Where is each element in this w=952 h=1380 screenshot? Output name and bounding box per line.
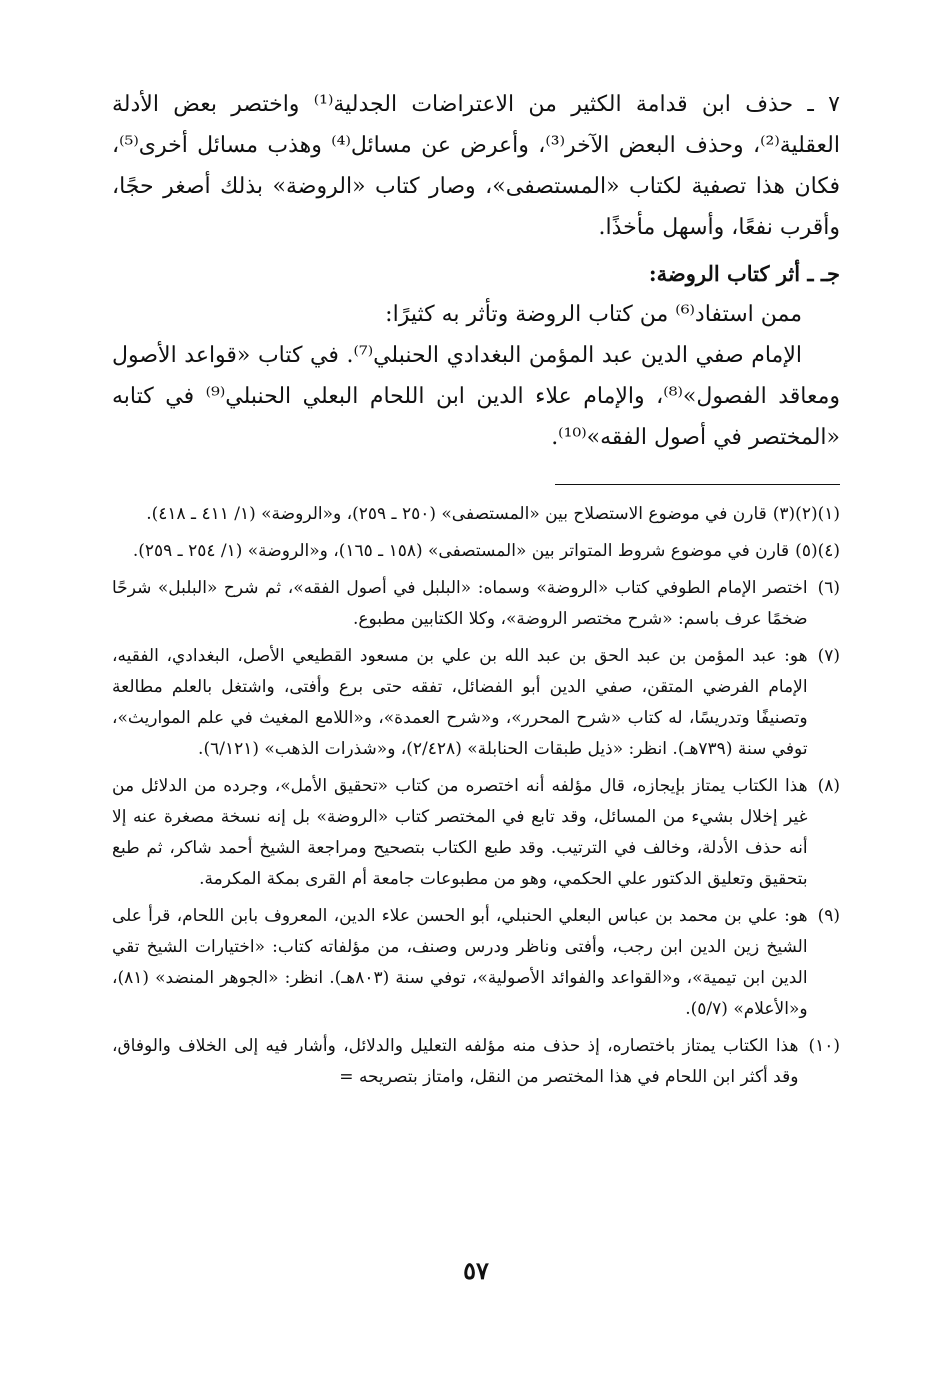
point-7-line-2: الأدلة العقلية⁽²⁾، وحذف البعض الآخر⁽³⁾، وأعرض عن مسائل⁽⁴⁾ وهذب: [112, 92, 840, 158]
footnote-number: (٩): [817, 906, 840, 926]
page-number: ٥٧: [463, 1256, 489, 1285]
footnotes: [112, 499, 840, 1093]
footnote-item: [112, 536, 840, 567]
footnote-text: قارن في موضوع شروط المتواتر بين «المستصفى» (١٥٨ ـ ١٦٥)، و«الروضة» (١/ ٢٥٤ ـ ٢٥٩).: [132, 541, 790, 561]
imams-line-3: في كتابه «المختصر في أصول الفقه»⁽¹⁰⁾.: [112, 384, 840, 450]
footnote-number: (٤)(٥): [795, 541, 840, 561]
footnote-text: هذا الكتاب يمتاز بإيجازه، قال مؤلفه أنه اختصره من كتاب «تحقيق الأمل»، وجرده من الدلائل من غير إخلال بشيء من المسائل، وقد تابع في المختصر كتاب «الروضة» بل إنه نسخة مصغرة عنه إلا أنه حذف الأدلة، وخالف في الترتيب. وقد طبع الكتاب بتصحيح ومراجعة الشيخ أحمد شاكر، ثم طبع بتحقيق وتعليق الدكتور علي الحكمي، وهو من مطبوعات جامعة أم القرى بمكة المكرمة.: [112, 776, 808, 889]
footnote-text: هو: علي بن محمد بن عباس البعلي الحنبلي، أبو الحسن علاء الدين، المعروف بابن اللحام، قرأ على الشيخ زين الدين ابن رجب، وأفتى وناظر ودرس وصنف، من مؤلفاته كتاب: «اختيارات الشيخ تقي الدين ابن تيمية»، و«القواعد والفوائد الأصولية»، توفي سنة (٨٠٣هـ). انظر: «الجوهر المنضد» (٨١)، و«الأعلام» (٥/٧).: [112, 906, 808, 1019]
imams-line-1: الإمام صفي الدين عبد المؤمن البغدادي الحنبلي⁽⁷⁾. في كتاب «قواعد: [184, 343, 802, 368]
footnote-text: هذا الكتاب يمتاز باختصاره، إذ حذف منه مؤلفه التعليل والدلائل، وأشار فيه إلى الخلاف والوفاق، وقد أكثر ابن اللحام في هذا المختصر من النقل، وامتاز بتصريحه =: [112, 1036, 799, 1087]
footnote-text: هو: عبد المؤمن بن عبد الحق بن عبد الله بن علي بن مسعود القطيعي الأصل، البغدادي، الفقيه، الإمام الفرضي المتقن، صفي الدين أبو الفضائل، تفقه حتى برع وأفتى، واشتغل بالعلم مطالعة وتصنيفًا وتدريسًا، له كتاب «شرح المحرر»، و«شرح العمدة»، و«اللامع المغيث في علم المواريث»، توفي سنة (٧٣٩هـ). انظر: «ذيل طبقات الحنابلة» (٢/٤٢٨)، و«شذرات الذهب» (٦/١٢١).: [112, 646, 808, 759]
footnote-item: [112, 1031, 840, 1093]
point-7-paragraph: [112, 84, 840, 248]
footnote-number: (٨): [817, 776, 840, 796]
footnote-number: (٧): [817, 646, 840, 666]
footnote-item: [112, 499, 840, 530]
footnote-text: قارن في موضوع الاستصلاح بين «المستصفى» (٢٥٠ ـ ٢٥٩)، و«الروضة» (١/ ٤١١ ـ ٤١٨).: [146, 504, 767, 524]
page-body: [112, 84, 840, 1099]
footnote-separator: [555, 484, 840, 485]
footnote-number: (٦): [817, 578, 840, 598]
footnote-item: [112, 573, 840, 635]
footnote-item: [112, 771, 840, 895]
imams-line-2: الأصول ومعاقد الفصول»⁽⁸⁾، والإمام علاء الدين ابن اللحام البعلي الحنبلي⁽⁹⁾: [112, 343, 840, 409]
footnote-text: اختصر الإمام الطوفي كتاب «الروضة» وسماه: «البلبل في أصول الفقه»، ثم شرح «البلبل» شرحًا ضخمًا عرف باسم: «شرح مختصر الروضة»، وكلا الكتابين مطبوع.: [112, 578, 808, 629]
footnote-item: [112, 901, 840, 1025]
point-7-line-1: ٧ ـ حذف ابن قدامة الكثير من الاعتراضات الجدلية⁽¹⁾ واختصر بعض: [173, 92, 840, 117]
intro-line: ممن استفاد⁽⁶⁾ من كتاب الروضة وتأثر به كثيرًا:: [385, 302, 802, 327]
point-7-line-3: مسائل أخرى⁽⁵⁾، فكان هذا تصفية لكتاب «المستصفى»، وصار كتاب: [112, 133, 840, 199]
section-heading: جـ ـ أثر كتاب الروضة:: [648, 261, 840, 286]
imams-paragraph: [112, 335, 840, 458]
point-7-line-4: «الروضة» بذلك أصغر حجًا، وأقرب نفعًا، وأسهل مأخذًا.: [112, 174, 840, 240]
footnote-number: (١)(٢)(٣): [772, 504, 840, 524]
footnote-item: [112, 641, 840, 765]
footnote-number: (١٠): [808, 1036, 840, 1056]
